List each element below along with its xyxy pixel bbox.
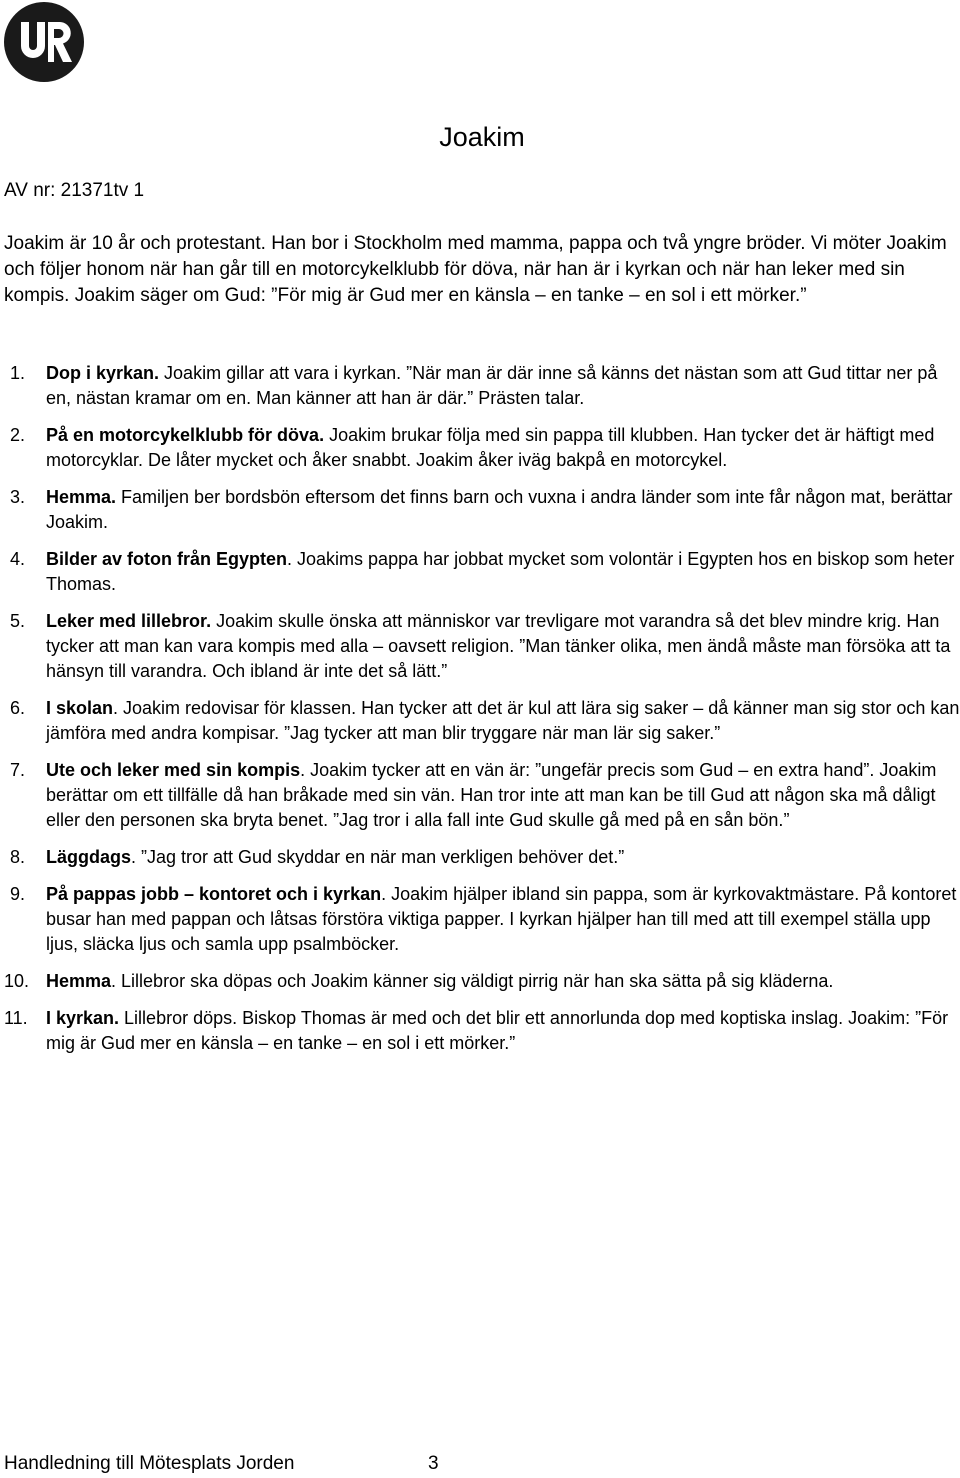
chapter-item [0,423,960,473]
chapter-number: 1. [10,363,26,383]
ur-logo [4,2,84,82]
chapter-text: . Joakim redovisar för klassen. Han tycker att det är kul att lära sig saker – då känner man sig stor och kan jämföra med andra kompisar. ”Jag tycker att man blir tryggare när man lär sig saker.” [46,698,960,743]
chapter-number: 9. [10,884,26,904]
av-number: AV nr: 21371tv 1 [4,180,145,201]
chapter-number: 10. [4,971,30,991]
chapter-number: 7. [10,760,26,780]
footer-title: Handledning till Mötesplats Jorden [4,1453,295,1474]
document-title: Joakim [439,122,525,152]
chapter-title: I skolan [46,698,114,718]
chapter-item [0,547,960,597]
chapter-number: 3. [10,487,26,507]
chapter-title: På pappas jobb – kontoret och i kyrkan [46,884,382,904]
chapter-item [0,696,960,746]
chapter-text: Joakim brukar följa med sin pappa till klubben. Han tycker det är häftigt med motorcyklar. De låter mycket och åker snabbt. Joakim åker iväg bakpå en motorcykel. [46,425,935,470]
chapter-number: 4. [10,549,26,569]
chapter-item [0,845,960,870]
chapter-text: Familjen ber bordsbön eftersom det finns barn och vuxna i andra länder som inte får någon mat, berättar Joakim. [46,487,953,532]
chapter-title: Hemma. [46,487,117,507]
chapter-title: Bilder av foton från Egypten [46,549,288,569]
chapter-item [0,758,960,833]
chapter-title: Leker med lillebror. [46,611,212,631]
chapter-item [0,882,960,957]
chapter-text: Lillebror döps. Biskop Thomas är med och det blir ett annorlunda dop med koptiska inslag. Joakim: ”För mig är Gud mer en känsla – en tanke – en sol i ett mörker.” [46,1008,949,1053]
chapter-title: I kyrkan. [46,1008,120,1028]
chapter-text: . Lillebror ska döpas och Joakim känner sig väldigt pirrig när han ska sätta på sig kläderna. [111,971,834,991]
chapter-number: 6. [10,698,26,718]
chapter-title: Hemma [46,971,112,991]
chapter-item [0,485,960,535]
chapter-number: 2. [10,425,26,445]
chapter-item [0,609,960,684]
chapter-number: 11. [4,1008,28,1028]
chapter-number: 5. [10,611,26,631]
chapter-title: På en motorcykelklubb för döva. [46,425,325,445]
chapter-title: Läggdags [46,847,132,867]
chapter-list [0,361,960,1068]
chapter-text: . ”Jag tror att Gud skyddar en när man verkligen behöver det.” [131,847,625,867]
chapter-title: Ute och leker med sin kompis [46,760,301,780]
chapter-item [0,969,960,994]
chapter-text: . Joakim hjälper ibland sin pappa, som är kyrkovaktmästare. På kontoret busar han med pappan och låtsas förstöra viktiga papper. I kyrkan hjälper han till med att till exempel ställa upp ljus, släcka ljus och samla upp psalmböcker. [46,884,957,954]
page-number: 3 [428,1453,439,1474]
intro-paragraph: Joakim är 10 år och protestant. Han bor i Stockholm med mamma, pappa och två yngre bröder. Vi möter Joakim och följer honom när han går till en motorcykelklubb för döva, när han är i kyrkan och när han leker med sin kompis. Joakim säger om Gud: ”För mig är Gud mer en känsla – en tanke – en sol i ett mörker.” [4,233,947,306]
ur-logo-mark [4,2,84,82]
chapter-title: Dop i kyrkan. [46,363,160,383]
chapter-item [0,361,960,411]
chapter-text: . Joakims pappa har jobbat mycket som volontär i Egypten hos en biskop som heter Thomas. [46,549,955,594]
chapter-text: Joakim gillar att vara i kyrkan. ”När man är där inne så känns det nästan som att Gud tittar ner på en, nästan kramar om en. Man känner att han är där.” Prästen talar. [46,363,938,408]
chapter-item [0,1006,960,1056]
chapter-number: 8. [10,847,26,867]
chapter-text: . Joakim tycker att en vän är: ”ungefär precis som Gud – en extra hand”. Joakim berättar om ett tillfälle då han bråkade med sin vän. Han tror inte att man kan be till Gud att någon ska må dåligt eller den personen ska bryta benet. ”Jag tror i alla fall inte Gud skulle gå med på en sån bön.” [46,760,937,830]
chapter-text: Joakim skulle önska att människor var trevligare mot varandra så det blev mindre krig. Han tycker att man kan vara kompis med alla – oavsett religion. ”Man tänker olika, men ändå måste man försöka att ta hänsyn till varandra. Och ibland är inte det så lätt.” [46,611,951,681]
